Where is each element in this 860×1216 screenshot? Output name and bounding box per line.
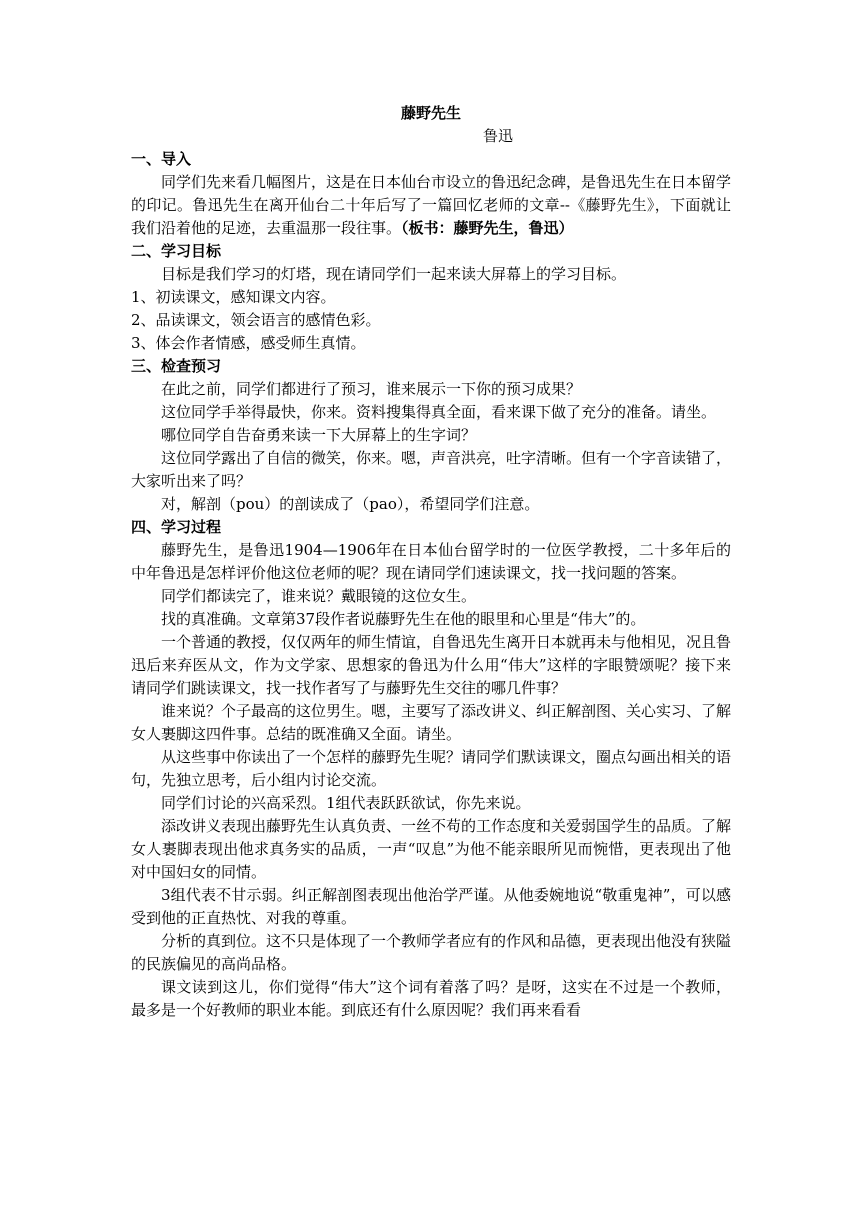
paragraph: 同学们都读完了，谁来说？戴眼镜的这位女生。 bbox=[161, 587, 477, 605]
paragraph bbox=[131, 171, 731, 240]
paragraph: 找的真准确。文章第37段作者说藤野先生在他的眼里和心里是“伟大”的。 bbox=[161, 610, 646, 628]
paragraph: 同学们讨论的兴高采烈。1组代表跃跃欲试，你先来说。 bbox=[161, 794, 531, 812]
document-page bbox=[131, 102, 731, 1022]
section-heading-process: 四、学习过程 bbox=[131, 518, 222, 536]
section-heading-intro: 一、导入 bbox=[131, 150, 192, 168]
paragraph: 课文读到这儿，你们觉得“伟大”这个词有着落了吗？是呀，这实在不过是一个教师，最多是一个好教师的职业本能。到底还有什么原因呢？我们再来看看 bbox=[131, 978, 731, 1019]
paragraph: 哪位同学自告奋勇来读一下大屏幕上的生字词？ bbox=[161, 426, 477, 444]
paragraph: 一个普通的教授，仅仅两年的师生情谊，自鲁迅先生离开日本就再未与他相见，况且鲁迅后来弃医从文，作为文学家、思想家的鲁迅为什么用“伟大”这样的字眼赞颂呢？接下来请同学们跳读课文，找一找作者写了与藤野先生交往的哪几件事？ bbox=[131, 633, 732, 697]
paragraph: 对，解剖（pou）的剖读成了（pao），希望同学们注意。 bbox=[161, 495, 540, 513]
paragraph: 藤野先生，是鲁迅1904—1906年在日本仙台留学时的一位医学教授，二十多年后的中年鲁迅是怎样评价他这位老师的呢？现在请同学们速读课文，找一找问题的答案。 bbox=[131, 541, 731, 582]
document-author: 鲁迅 bbox=[482, 127, 513, 145]
paragraph: 分析的真到位。这不只是体现了一个教师学者应有的作风和品德，更表现出他没有狭隘的民族偏见的高尚品格。 bbox=[131, 932, 732, 973]
paragraph: 3组代表不甘示弱。纠正解剖图表现出他治学严谨。从他委婉地说“敬重鬼神”，可以感受到他的正直热忱、对我的尊重。 bbox=[131, 886, 731, 927]
paragraph: 从这些事中你读出了一个怎样的藤野先生呢？请同学们默读课文，圈点勾画出相关的语句，先独立思考，后小组内讨论交流。 bbox=[131, 748, 732, 789]
paragraph: 这位同学露出了自信的微笑，你来。嗯，声音洪亮，吐字清晰。但有一个字音读错了，大家听出来了吗？ bbox=[131, 449, 732, 490]
paragraph: 这位同学手举得最快，你来。资料搜集得真全面，看来课下做了充分的准备。请坐。 bbox=[161, 403, 717, 421]
paragraph-text: 同学们先来看几幅图片，这是在日本仙台市设立的鲁迅纪念碑，是鲁迅先生在日本留学的印记。鲁迅先生在离开仙台二十年后写了一篇回忆老师的文章--《藤野先生》，下面就让我们沿着他的足迹，去重温那一段往事。 bbox=[131, 173, 732, 237]
board-note: （板书：藤野先生，鲁迅） bbox=[401, 219, 574, 237]
paragraph: 在此之前，同学们都进行了预习，谁来展示一下你的预习成果？ bbox=[161, 380, 582, 398]
document-title: 藤野先生 bbox=[400, 104, 461, 122]
section-heading-preview: 三、检查预习 bbox=[131, 357, 222, 375]
goal-item: 1、初读课文，感知课文内容。 bbox=[131, 288, 336, 306]
goal-item: 3、体会作者情感，感受师生真情。 bbox=[131, 334, 366, 352]
goal-item: 2、品读课文，领会语言的感情色彩。 bbox=[131, 311, 381, 329]
paragraph: 添改讲义表现出藤野先生认真负责、一丝不苟的工作态度和关爱弱国学生的品质。了解女人裹脚表现出他求真务实的品质，一声“叹息”为他不能亲眼所见而惋惜，更表现出了他对中国妇女的同情。 bbox=[131, 817, 732, 881]
paragraph: 谁来说？个子最高的这位男生。嗯，主要写了添改讲义、纠正解剖图、关心实习、了解女人裹脚这四件事。总结的既准确又全面。请坐。 bbox=[131, 702, 732, 743]
section-heading-goals: 二、学习目标 bbox=[131, 242, 222, 260]
paragraph: 目标是我们学习的灯塔，现在请同学们一起来读大屏幕上的学习目标。 bbox=[161, 265, 627, 283]
